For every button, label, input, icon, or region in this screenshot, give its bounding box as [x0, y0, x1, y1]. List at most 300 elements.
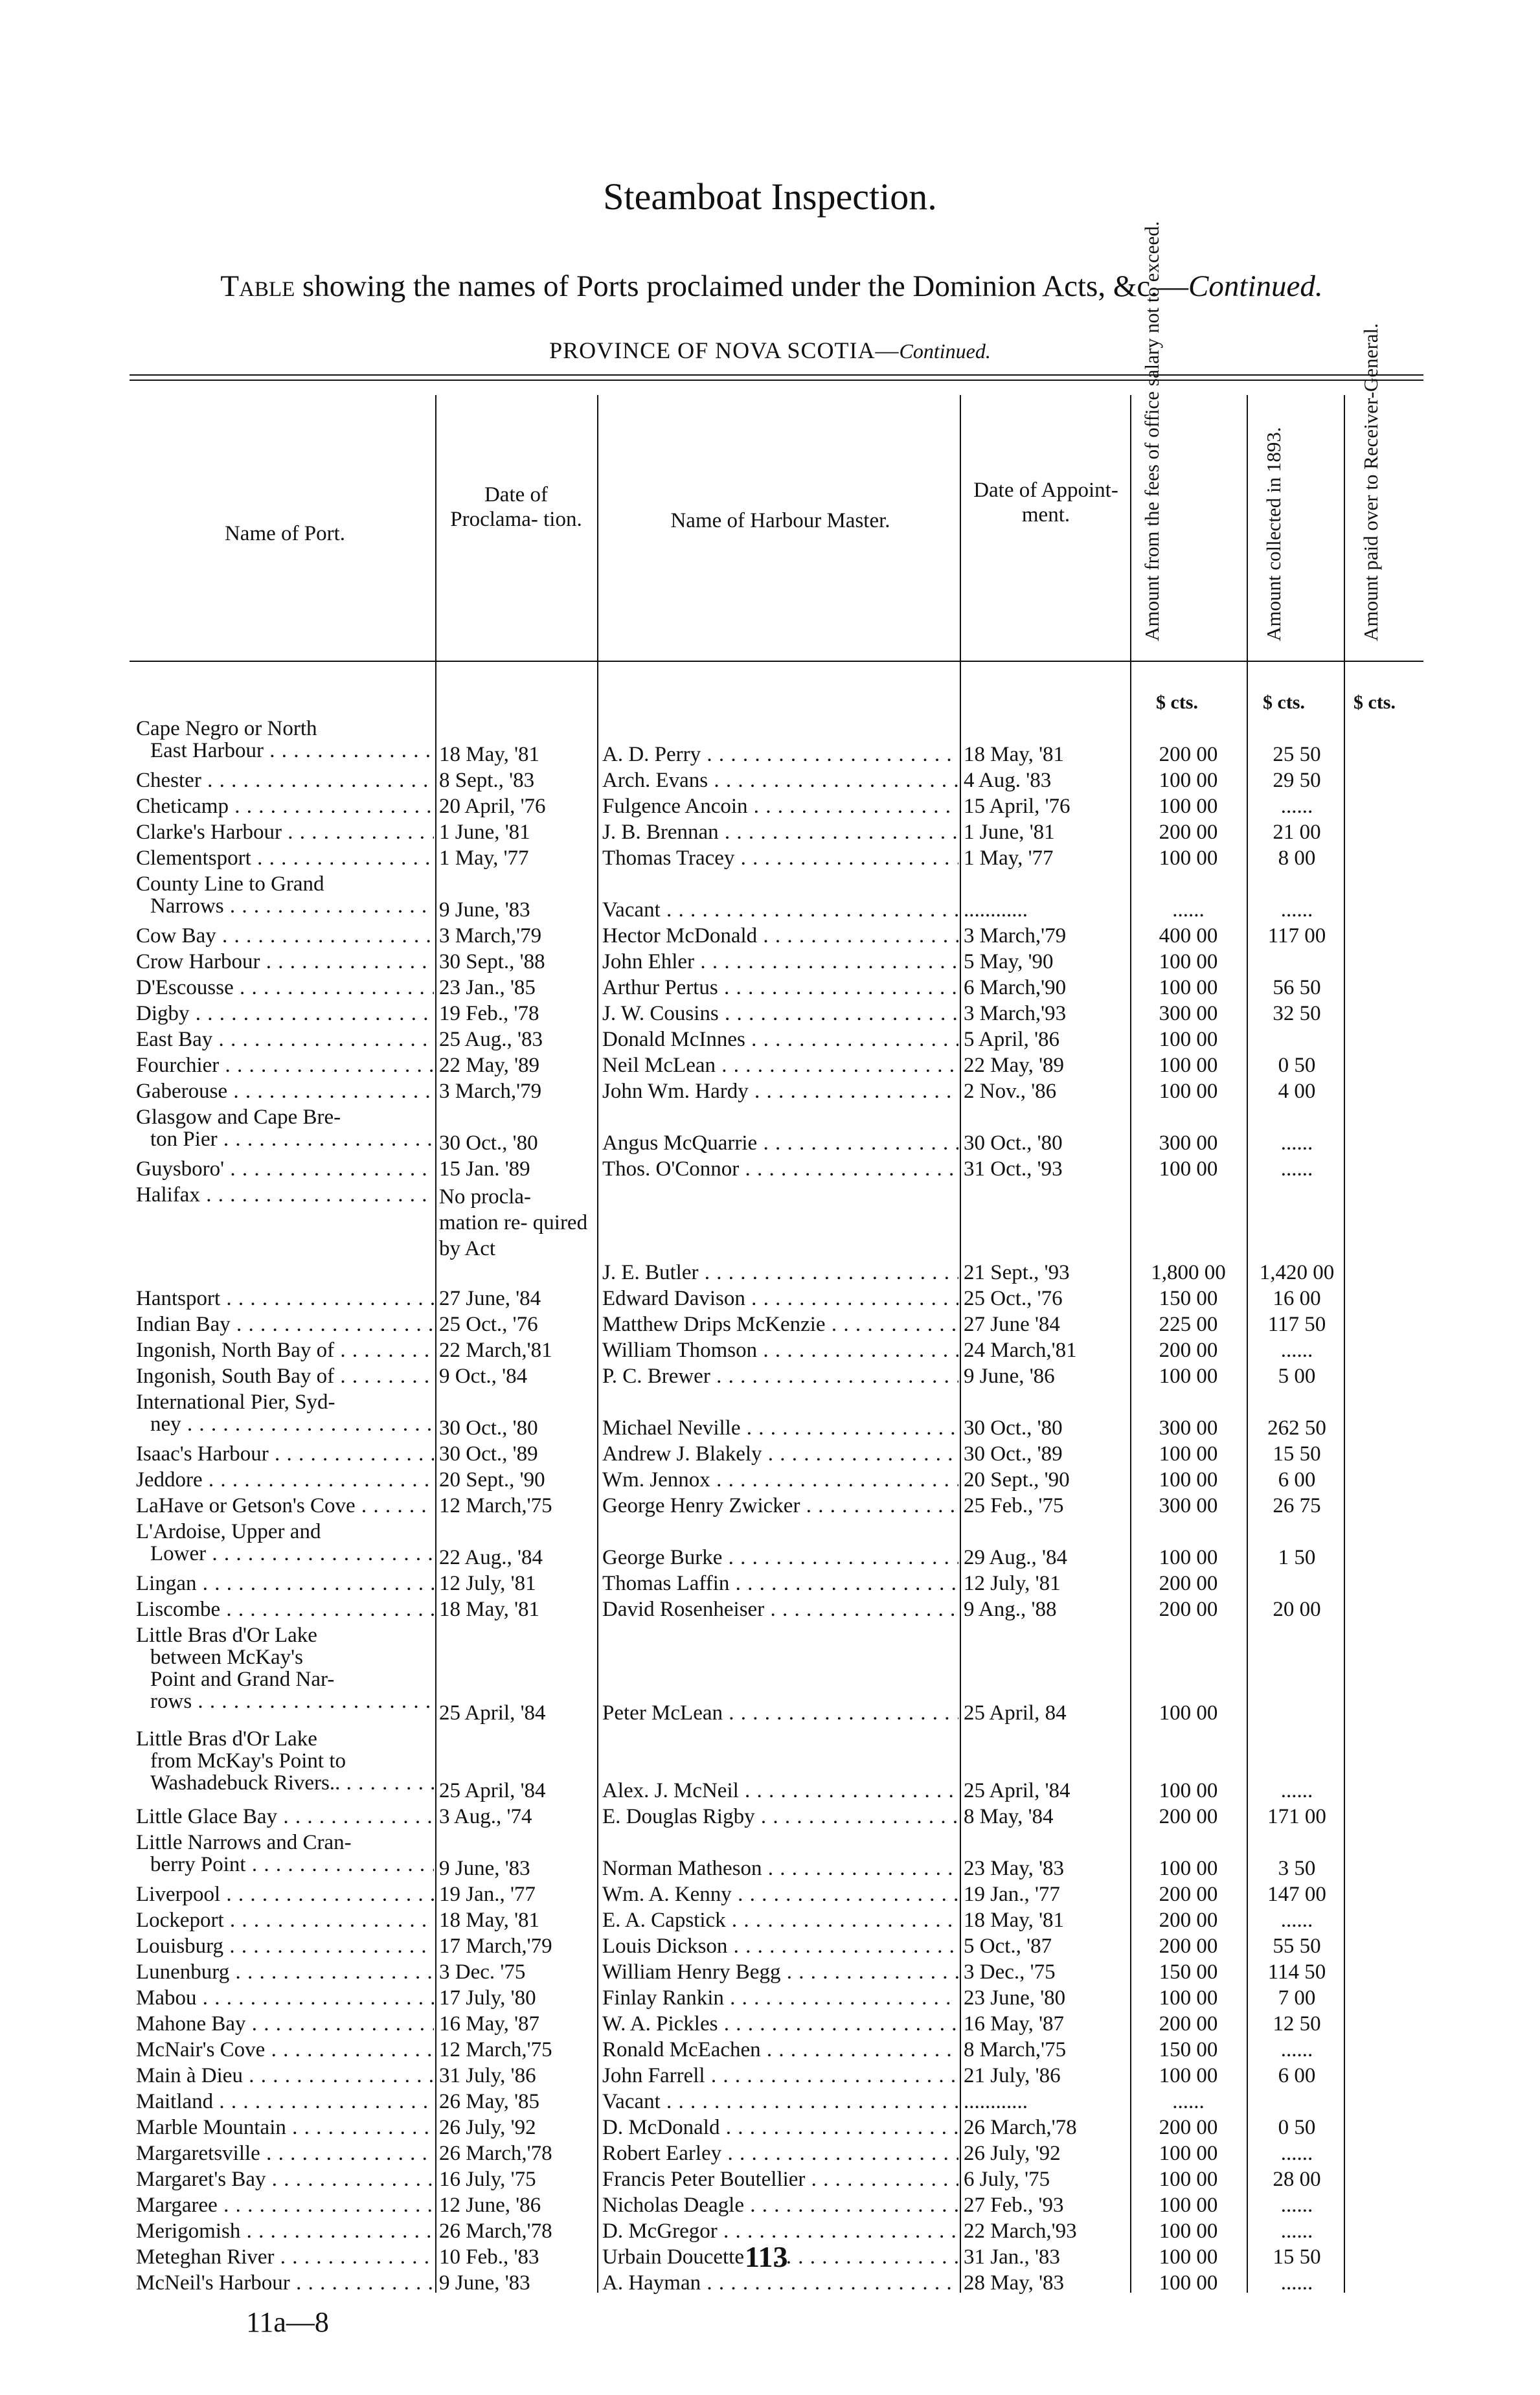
harbour-master: John Farrell . . . — [602, 2065, 958, 2087]
amount-fees: 100 00 — [1159, 1702, 1218, 1724]
port-name-line: Louisburg . . . — [136, 1935, 434, 1957]
amount-fees: 100 00 — [1159, 1365, 1218, 1387]
proclamation-date: 26 March,'78 — [439, 2142, 552, 2164]
amount-collected: 20 00 — [1273, 1598, 1321, 1620]
proclamation-date: 30 Sept., '88 — [439, 951, 545, 973]
port-name-line: berry Point . . . — [136, 1854, 434, 1876]
appointment-date: 2 Nov., '86 — [964, 1080, 1057, 1102]
port-name — [136, 1961, 434, 1983]
amount-collected: ...... — [1280, 795, 1313, 817]
proclamation-date: 22 May, '89 — [439, 1054, 540, 1076]
appointment-date: 15 April, '76 — [964, 795, 1070, 817]
port-name-line: Lingan . . . — [136, 1572, 434, 1595]
port-name-line: Narrows . . . — [136, 895, 434, 917]
proclamation-date: 9 June, '83 — [439, 2272, 530, 2294]
amount-collected: 28 00 — [1273, 2168, 1321, 2190]
port-name-line: Crow Harbour . . . — [136, 951, 434, 973]
amount-collected: 15 50 — [1273, 2246, 1321, 2268]
port-name-line: International Pier, Syd- — [136, 1391, 335, 1414]
header-harbour-master: Name of Harbour Master. — [670, 509, 890, 532]
port-name-line: Little Bras d'Or Lake — [136, 1728, 317, 1751]
port-name — [136, 1106, 434, 1150]
amount-collected: ...... — [1280, 2039, 1313, 2061]
port-name-line: Clementsport . . . — [136, 847, 434, 869]
proclamation-date: 12 March,'75 — [439, 2039, 552, 2061]
harbour-master: Wm. A. Kenny . . . — [602, 1883, 958, 1905]
proclamation-date: 25 April, '84 — [439, 1702, 546, 1724]
harbour-master: George Burke . . . — [602, 1547, 958, 1569]
harbour-master: Arch. Evans . . . — [602, 769, 958, 791]
harbour-master: Peter McLean . . . — [602, 1702, 958, 1724]
proclamation-date: 23 Jan., '85 — [439, 977, 536, 999]
amount-collected: 29 50 — [1273, 769, 1321, 791]
amount-fees: 200 00 — [1159, 1883, 1218, 1905]
amount-collected: 26 75 — [1273, 1495, 1321, 1517]
port-name-line: Cheticamp . . . — [136, 795, 434, 817]
proclamation-date: 3 March,'79 — [439, 925, 542, 947]
amount-fees: 100 00 — [1159, 1987, 1218, 2009]
amount-fees: 100 00 — [1159, 1054, 1218, 1076]
appointment-date: 21 July, '86 — [964, 2065, 1061, 2087]
port-name — [136, 2039, 434, 2061]
port-name-line: Little Narrows and Cran- — [136, 1832, 352, 1854]
port-name — [136, 1598, 434, 1620]
harbour-master: D. McGregor . . . — [602, 2220, 958, 2242]
proclamation-date: 30 Oct., '80 — [439, 1132, 538, 1154]
harbour-master: Vacant . . . — [602, 899, 958, 921]
port-name — [136, 2194, 434, 2216]
port-name-line: D'Escousse . . . — [136, 977, 434, 999]
amount-collected: 0 50 — [1278, 1054, 1316, 1076]
port-name-line: Margaretsville . . . — [136, 2142, 434, 2164]
port-name-line: Ingonish, South Bay of . . . — [136, 1365, 434, 1387]
harbour-master: Nicholas Deagle . . . — [602, 2194, 958, 2216]
amount-fees: 300 00 — [1159, 1495, 1218, 1517]
appointment-date: 22 March,'93 — [964, 2220, 1077, 2242]
port-name — [136, 1158, 434, 1180]
appointment-date: 12 July, '81 — [964, 1572, 1061, 1595]
appointment-date: 5 May, '90 — [964, 951, 1054, 973]
port-name-line: McNeil's Harbour . . . — [136, 2272, 434, 2294]
proclamation-date: 3 March,'79 — [439, 1080, 542, 1102]
proclamation-date: 15 Jan. '89 — [439, 1158, 530, 1180]
unit-fees: $ cts. — [1156, 692, 1198, 713]
appointment-date: 19 Jan., '77 — [964, 1883, 1060, 1905]
appointment-date: 25 April, '84 — [964, 1780, 1070, 1802]
harbour-master: J. B. Brennan . . . — [602, 821, 958, 843]
port-name-line: Little Bras d'Or Lake — [136, 1624, 317, 1647]
amount-collected: 55 50 — [1273, 1935, 1321, 1957]
appointment-date: 24 March,'81 — [964, 1339, 1077, 1361]
port-name — [136, 2013, 434, 2035]
amount-collected: 262 50 — [1267, 1417, 1326, 1439]
port-name-line: Maitland . . . — [136, 2091, 434, 2113]
appointment-date: 26 March,'78 — [964, 2117, 1077, 2139]
harbour-master: Thos. O'Connor . . . — [602, 1158, 958, 1180]
amount-collected: 6 00 — [1278, 2065, 1316, 2087]
appointment-date: 27 Feb., '93 — [964, 2194, 1064, 2216]
port-name — [136, 1909, 434, 1931]
harbour-master: Ronald McEachen . . . — [602, 2039, 958, 2061]
amount-fees: 100 00 — [1159, 1857, 1218, 1879]
sessional-code: 11a—8 — [246, 2306, 329, 2338]
amount-fees: 100 00 — [1159, 2065, 1218, 2087]
amount-collected: 4 00 — [1278, 1080, 1316, 1102]
amount-fees: 200 00 — [1159, 2013, 1218, 2035]
harbour-master: Matthew Drips McKenzie . . . — [602, 1313, 958, 1335]
proclamation-date: 31 July, '86 — [439, 2065, 536, 2087]
harbour-master: William Henry Begg . . . — [602, 1961, 958, 1983]
amount-fees: 200 00 — [1159, 1598, 1218, 1620]
proclamation-date: 30 Oct., '89 — [439, 1443, 538, 1465]
amount-fees: 300 00 — [1159, 1417, 1218, 1439]
proclamation-date: 20 April, '76 — [439, 795, 546, 817]
port-name — [136, 1832, 434, 1876]
amount-collected: ...... — [1280, 2220, 1313, 2242]
port-name — [136, 1365, 434, 1387]
harbour-master: E. A. Capstick . . . — [602, 1909, 958, 1931]
proclamation-date: 20 Sept., '90 — [439, 1469, 545, 1491]
harbour-master: P. C. Brewer . . . — [602, 1365, 958, 1387]
amount-collected: 8 00 — [1278, 847, 1316, 869]
amount-fees: 100 00 — [1159, 769, 1218, 791]
amount-collected: 117 50 — [1267, 1313, 1326, 1335]
harbour-master: Donald McInnes . . . — [602, 1028, 958, 1050]
appointment-date: 1 May, '77 — [964, 847, 1054, 869]
appointment-date: 6 July, '75 — [964, 2168, 1050, 2190]
header-bottom-rule — [130, 661, 1423, 662]
amount-fees: 100 00 — [1159, 1028, 1218, 1050]
proclamation-date: 10 Feb., '83 — [439, 2246, 539, 2268]
amount-fees: 1,800 00 — [1151, 1262, 1226, 1284]
appointment-date: 23 June, '80 — [964, 1987, 1066, 2009]
amount-collected: ...... — [1280, 2142, 1313, 2164]
amount-collected: 15 50 — [1273, 1443, 1321, 1465]
amount-fees: 100 00 — [1159, 795, 1218, 817]
appointment-date: 3 March,'79 — [964, 925, 1067, 947]
port-name-line: Point and Grand Nar- — [150, 1668, 335, 1691]
harbour-master: Neil McLean . . . — [602, 1054, 958, 1076]
appointment-date: 20 Sept., '90 — [964, 1469, 1070, 1491]
amount-fees: 100 00 — [1159, 2272, 1218, 2294]
header-top-rule — [130, 374, 1423, 376]
amount-collected: 6 00 — [1278, 1469, 1316, 1491]
port-name-line: Washadebuck Rivers.. . . . — [136, 1772, 434, 1794]
proclamation-date: 12 July, '81 — [439, 1572, 536, 1595]
port-name-line: Liverpool . . . — [136, 1883, 434, 1905]
port-name-line: L'Ardoise, Upper and — [136, 1521, 321, 1543]
port-name-line: Mabou . . . — [136, 1987, 434, 2009]
amount-fees: 100 00 — [1159, 951, 1218, 973]
harbour-master: J. W. Cousins . . . — [602, 1003, 958, 1025]
amount-fees: 100 00 — [1159, 2194, 1218, 2216]
harbour-master: Finlay Rankin . . . — [602, 1987, 958, 2009]
harbour-master: A. Hayman . . . — [602, 2272, 958, 2294]
port-name — [136, 1935, 434, 1957]
amount-collected: 16 00 — [1273, 1288, 1321, 1310]
port-name — [136, 1883, 434, 1905]
appointment-date: 23 May, '83 — [964, 1857, 1065, 1879]
appointment-date: 18 May, '81 — [964, 743, 1065, 766]
port-name — [136, 1495, 434, 1517]
proclamation-date: 27 June, '84 — [439, 1288, 541, 1310]
port-name-line: Gaberouse . . . — [136, 1080, 434, 1102]
harbour-master: John Ehler . . . — [602, 951, 958, 973]
appointment-date: ............ — [964, 899, 1028, 921]
proclamation-date: 8 Sept., '83 — [439, 769, 535, 791]
harbour-master: Alex. J. McNeil . . . — [602, 1780, 958, 1802]
harbour-master: Urbain Doucette . . . — [602, 2246, 958, 2268]
proclamation-date: 22 Aug., '84 — [439, 1547, 543, 1569]
amount-collected: 21 00 — [1273, 821, 1321, 843]
port-name-line: Marble Mountain . . . — [136, 2117, 434, 2139]
amount-collected: 147 00 — [1267, 1883, 1326, 1905]
unit-collected: $ cts. — [1263, 692, 1305, 713]
port-name — [136, 1443, 434, 1465]
port-name — [136, 1391, 434, 1435]
port-name-line: Isaac's Harbour . . . — [136, 1443, 434, 1465]
amount-collected: ...... — [1280, 899, 1313, 921]
appointment-date: 18 May, '81 — [964, 1909, 1065, 1931]
harbour-master: J. E. Butler . . . — [602, 1262, 958, 1284]
header-amount-fees: Amount from the fees of office salary not to exceed. — [1140, 221, 1163, 641]
port-name-line: Cape Negro or North — [136, 718, 317, 740]
appointment-date: 25 April, 84 — [964, 1702, 1067, 1724]
appointment-date: 4 Aug. '83 — [964, 769, 1052, 791]
port-name — [136, 2246, 434, 2268]
port-name — [136, 1054, 434, 1076]
port-name-line: Liscombe . . . — [136, 1598, 434, 1620]
amount-fees: 200 00 — [1159, 1339, 1218, 1361]
proclamation-date: 1 June, '81 — [439, 821, 530, 843]
amount-fees: 300 00 — [1159, 1003, 1218, 1025]
port-name — [136, 1288, 434, 1310]
appointment-date: 28 May, '83 — [964, 2272, 1065, 2294]
port-name — [136, 847, 434, 869]
appointment-date: 8 March,'75 — [964, 2039, 1067, 2061]
amount-fees: 150 00 — [1159, 1961, 1218, 1983]
port-name-line: Digby . . . — [136, 1003, 434, 1025]
amount-fees: 100 00 — [1159, 1443, 1218, 1465]
proclamation-date: 19 Jan., '77 — [439, 1883, 536, 1905]
harbour-master: Arthur Pertus . . . — [602, 977, 958, 999]
port-name-line: Mahone Bay . . . — [136, 2013, 434, 2035]
appointment-date: ............ — [964, 2091, 1028, 2113]
harbour-master: Fulgence Ancoin . . . — [602, 795, 958, 817]
page-number: 113 — [745, 2240, 788, 2273]
port-name — [136, 1003, 434, 1025]
port-name — [136, 2142, 434, 2164]
amount-fees: 200 00 — [1159, 1909, 1218, 1931]
caption-lead: Table — [220, 269, 295, 303]
port-name — [136, 925, 434, 947]
appointment-date: 30 Oct., '80 — [964, 1132, 1063, 1154]
proclamation-date: 26 May, '85 — [439, 2091, 540, 2113]
amount-fees: 200 00 — [1159, 743, 1218, 766]
proclamation-date: 3 Aug., '74 — [439, 1806, 532, 1828]
amount-fees: ...... — [1172, 2091, 1205, 2113]
amount-collected: 5 00 — [1278, 1365, 1316, 1387]
port-name — [136, 1728, 434, 1794]
port-name-line: Margaret's Bay . . . — [136, 2168, 434, 2190]
port-name-line: rows . . . — [136, 1690, 434, 1712]
appointment-date: 9 Ang., '88 — [964, 1598, 1057, 1620]
port-name-line: Fourchier . . . — [136, 1054, 434, 1076]
harbour-master: John Wm. Hardy . . . — [602, 1080, 958, 1102]
appointment-date: 27 June '84 — [964, 1313, 1060, 1335]
harbour-master: Thomas Tracey . . . — [602, 847, 958, 869]
proclamation-date: 22 March,'81 — [439, 1339, 552, 1361]
port-name — [136, 1184, 434, 1206]
amount-fees: 100 00 — [1159, 2168, 1218, 2190]
proclamation-date: 26 March,'78 — [439, 2220, 552, 2242]
header-top-rule-2 — [130, 380, 1423, 381]
amount-fees: 100 00 — [1159, 847, 1218, 869]
appointment-date: 21 Sept., '93 — [964, 1262, 1070, 1284]
port-name-line: from McKay's Point to — [150, 1749, 346, 1773]
port-name-line: Indian Bay . . . — [136, 1313, 434, 1335]
amount-collected: 117 00 — [1267, 925, 1326, 947]
port-name-line: Margaree . . . — [136, 2194, 434, 2216]
column-divider — [597, 395, 598, 2293]
proclamation-date: 18 May, '81 — [439, 1909, 540, 1931]
amount-fees: 100 00 — [1159, 1469, 1218, 1491]
amount-fees: 100 00 — [1159, 1547, 1218, 1569]
amount-fees: 300 00 — [1159, 1132, 1218, 1154]
header-port: Name of Port. — [224, 522, 346, 545]
port-name — [136, 1469, 434, 1491]
port-name — [136, 977, 434, 999]
amount-fees: 100 00 — [1159, 1158, 1218, 1180]
port-name-line: Lunenburg . . . — [136, 1961, 434, 1983]
province-continued: Continued. — [899, 339, 991, 363]
port-name-line: ton Pier . . . — [136, 1128, 434, 1150]
proclamation-date: 17 July, '80 — [439, 1987, 536, 2009]
port-name — [136, 821, 434, 843]
harbour-master: Edward Davison . . . — [602, 1288, 958, 1310]
harbour-master: D. McDonald . . . — [602, 2117, 958, 2139]
proclamation-date: 18 May, '81 — [439, 1598, 540, 1620]
port-name — [136, 2117, 434, 2139]
port-name — [136, 795, 434, 817]
harbour-master: Angus McQuarrie . . . — [602, 1132, 958, 1154]
port-name — [136, 1806, 434, 1828]
port-name-line: Clarke's Harbour . . . — [136, 821, 434, 843]
amount-collected: 0 50 — [1278, 2117, 1316, 2139]
port-name — [136, 873, 434, 917]
port-name — [136, 1624, 434, 1712]
port-name-line: Main à Dieu . . . — [136, 2065, 434, 2087]
amount-collected: 171 00 — [1267, 1806, 1326, 1828]
amount-fees: 400 00 — [1159, 925, 1218, 947]
port-name-line: Halifax . . . — [136, 1184, 434, 1206]
amount-fees: 150 00 — [1159, 1288, 1218, 1310]
province-heading — [0, 337, 1540, 364]
appointment-date: 31 Oct., '93 — [964, 1158, 1063, 1180]
appointment-date: 1 June, '81 — [964, 821, 1055, 843]
amount-fees: 200 00 — [1159, 1806, 1218, 1828]
harbour-master: E. Douglas Rigby . . . — [602, 1806, 958, 1828]
proclamation-date: 18 May, '81 — [439, 743, 540, 766]
amount-collected: 1 50 — [1278, 1547, 1316, 1569]
appointment-date: 26 July, '92 — [964, 2142, 1061, 2164]
proclamation-date: 12 June, '86 — [439, 2194, 541, 2216]
port-name — [136, 951, 434, 973]
column-divider — [1344, 395, 1345, 2293]
proclamation-date: 25 Aug., '83 — [439, 1028, 543, 1050]
appointment-date: 22 May, '89 — [964, 1054, 1065, 1076]
proclamation-date: 26 July, '92 — [439, 2117, 536, 2139]
harbour-master: A. D. Perry . . . — [602, 743, 958, 766]
port-name-line: Meteghan River . . . — [136, 2246, 434, 2268]
amount-collected: 3 50 — [1278, 1857, 1316, 1879]
proclamation-date: 17 March,'79 — [439, 1935, 552, 1957]
amount-collected: 114 50 — [1267, 1961, 1326, 1983]
port-name — [136, 2091, 434, 2113]
appointment-date: 25 Feb., '75 — [964, 1495, 1064, 1517]
port-name — [136, 1339, 434, 1361]
proclamation-date: 3 Dec. '75 — [439, 1961, 526, 1983]
appointment-date: 31 Jan., '83 — [964, 2246, 1060, 2268]
amount-collected: ...... — [1280, 1909, 1313, 1931]
proclamation-date: 9 Oct., '84 — [439, 1365, 528, 1387]
proclamation-date: 9 June, '83 — [439, 1857, 530, 1879]
amount-fees: 100 00 — [1159, 2220, 1218, 2242]
proclamation-date: 25 Oct., '76 — [439, 1313, 538, 1335]
port-name-line: Lockeport . . . — [136, 1909, 434, 1931]
table-caption — [113, 269, 1430, 304]
harbour-master: Vacant . . . — [602, 2091, 958, 2113]
amount-collected: ...... — [1280, 1132, 1313, 1154]
port-name-line: Ingonish, North Bay of . . . — [136, 1339, 434, 1361]
amount-collected: ...... — [1280, 1339, 1313, 1361]
amount-collected: ...... — [1280, 2272, 1313, 2294]
proclamation-date: 16 July, '75 — [439, 2168, 536, 2190]
amount-fees: 100 00 — [1159, 977, 1218, 999]
amount-fees: 200 00 — [1159, 1935, 1218, 1957]
appointment-date: 3 Dec., '75 — [964, 1961, 1056, 1983]
port-name — [136, 769, 434, 791]
unit-paid: $ cts. — [1353, 692, 1396, 713]
amount-collected: 7 00 — [1278, 1987, 1316, 2009]
caption-text: showing the names of Ports proclaimed under the Dominion Acts, &c.— — [295, 269, 1189, 303]
port-name-line: County Line to Grand — [136, 873, 324, 896]
proclamation-date: 30 Oct., '80 — [439, 1417, 538, 1439]
port-name-line: LaHave or Getson's Cove . . . — [136, 1495, 434, 1517]
proclamation-date: 16 May, '87 — [439, 2013, 540, 2035]
harbour-master: Hector McDonald . . . — [602, 925, 958, 947]
harbour-master: Louis Dickson . . . — [602, 1935, 958, 1957]
appointment-date: 9 June, '86 — [964, 1365, 1055, 1387]
header-proclamation: Date of Proclama- tion. — [450, 483, 582, 531]
appointment-date: 29 Aug., '84 — [964, 1547, 1067, 1569]
proclamation-date: No procla- mation re- quired by Act — [439, 1185, 588, 1260]
column-divider — [1130, 395, 1131, 2293]
amount-fees: 100 00 — [1159, 1080, 1218, 1102]
port-name — [136, 1313, 434, 1335]
amount-collected: 25 50 — [1273, 743, 1321, 766]
appointment-date: 8 May, '84 — [964, 1806, 1054, 1828]
appointment-date: 6 March,'90 — [964, 977, 1067, 999]
amount-fees: 200 00 — [1159, 1572, 1218, 1595]
appointment-date: 16 May, '87 — [964, 2013, 1065, 2035]
port-name-line: Lower . . . — [136, 1543, 434, 1565]
port-name-line: Merigomish . . . — [136, 2220, 434, 2242]
amount-collected: 56 50 — [1273, 977, 1321, 999]
port-name-line: between McKay's — [150, 1646, 303, 1669]
proclamation-date: 9 June, '83 — [439, 899, 530, 921]
proclamation-date: 12 March,'75 — [439, 1495, 552, 1517]
